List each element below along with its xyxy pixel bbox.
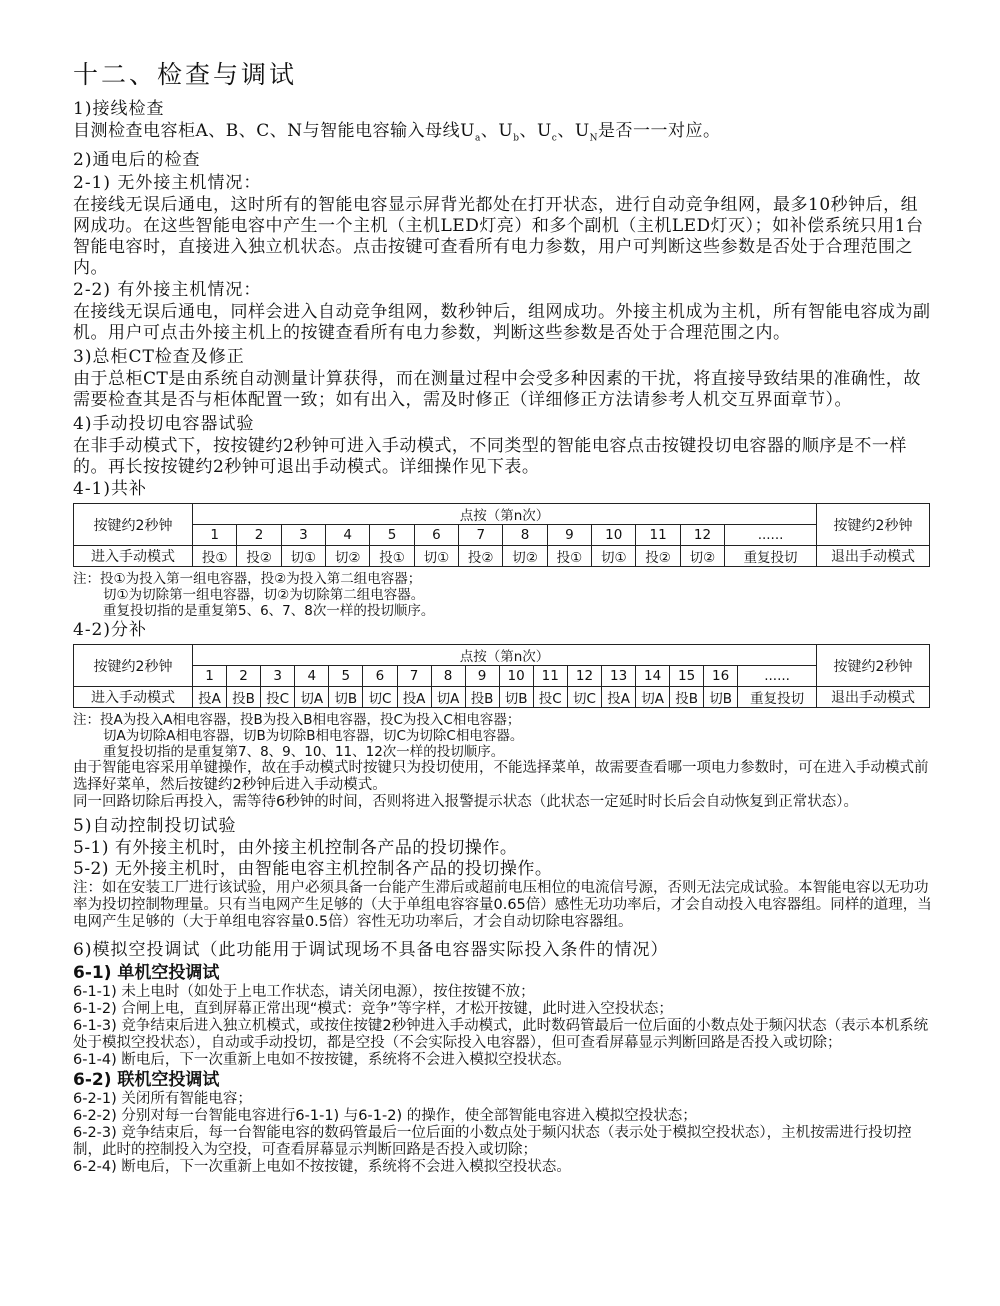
table-num: 2 bbox=[227, 666, 261, 687]
document-page bbox=[73, 58, 933, 1176]
table-num: 9 bbox=[465, 666, 499, 687]
table-op: 投① bbox=[193, 546, 237, 567]
heading-external-host: 2-2) 有外接主机情况： bbox=[73, 280, 262, 301]
para-wiring-check: 目测检查电容柜A、B、C、N与智能电容输入母线$U_a$、$U_b$、$U_c$、$U_N$是否一一对应。 bbox=[73, 121, 721, 144]
para-no-external-host: 在接线无误后通电，这时所有的智能电容显示屏背光都处在打开状态，进行自动竞争组网，最多10秒钟后，组网成功。在这些智能电容中产生一个主机（主机LED灯亮）和多个副机（主机LED灯灭）；如补偿系统只用1台智能电容时，直接进入独立机状态。点击按键可查看所有电力参数，用户可判断这些参数是否处于合理范围之内。 bbox=[73, 195, 924, 279]
table-num: 1 bbox=[193, 525, 237, 546]
table-num: 14 bbox=[636, 666, 670, 687]
step-6-2-1: 6-2-1) 关闭所有智能电容； bbox=[73, 1091, 252, 1108]
step-6-1-3: 6-1-3) 竞争结束后进入独立机模式，或按住按键2秒钟进入手动模式，此时数码管最后一位后面的小数点处于频闪状态（表示本机系统处于模拟空投状态），自动或手动投切，都是空投（不会实际投入电容器），但可查看屏幕显示判断回路是否投入或切除； bbox=[73, 1018, 929, 1052]
heading-wiring-check: 1)接线检查 bbox=[73, 99, 165, 119]
para-reswitch-wait: 同一回路切除后再投入，需等待6秒钟的时间，否则将进入报警提示状态（此状态一定延时时长后会自动恢复到正常状态）。 bbox=[73, 794, 858, 811]
split-compensation-table bbox=[73, 644, 930, 708]
table-op: 投B bbox=[465, 687, 499, 708]
para-ct-check: 由于总柜CT是由系统自动测量计算获得，而在测量过程中会受多种因素的干扰，将直接导致结果的准确性，故需要检查其是否与柜体配置一致；如有出入，需及时修正（详细修正方法请参考人机交互界面章节）。 bbox=[73, 369, 921, 411]
heading-networked-sim: 6-2) 联机空投调试 bbox=[73, 1070, 220, 1091]
table-num: 6 bbox=[414, 525, 458, 546]
table-num: 12 bbox=[567, 666, 601, 687]
heading-no-external-host: 2-1) 无外接主机情况： bbox=[73, 173, 262, 194]
note-auto-switch-test: 注：如在安装工厂进行该试验，用户必须具备一台能产生滞后或超前电压相位的电流信号源，否则无法完成试验。本智能电容以无功功率为投切控制物理量。只有当电网产生足够的（大于单组电容容量0.65倍）感性无功功率后，才会自动投入电容器组。同样的道理，当电网产生足够的（大于单组电容容量0.5倍）容性无功功率后，才会自动切除电容器组。 bbox=[73, 880, 932, 931]
table-op: 切A bbox=[431, 687, 465, 708]
table-op: 投A bbox=[602, 687, 636, 708]
table-op: 切② bbox=[326, 546, 370, 567]
table-num: 5 bbox=[329, 666, 363, 687]
table-op: 切① bbox=[592, 546, 636, 567]
table-op: 投B bbox=[227, 687, 261, 708]
heading-common-compensation: 4-1)共补 bbox=[73, 479, 148, 500]
table-header-right: 按键约2秒钟 bbox=[817, 645, 930, 687]
table-num: 10 bbox=[592, 525, 636, 546]
common-compensation-table bbox=[73, 503, 930, 567]
table-op: 投B bbox=[670, 687, 704, 708]
heading-simulated-switch: 6)模拟空投调试（此功能用于调试现场不具备电容器实际投入条件的情况） bbox=[73, 940, 669, 961]
table-header-right: 按键约2秒钟 bbox=[817, 504, 930, 546]
table-op: 投② bbox=[459, 546, 503, 567]
table-num: ...... bbox=[738, 666, 817, 687]
note-split-compensation: 注：投A为投入A相电容器，投B为投入B相电容器，投C为投入C相电容器； 切A为切除A相电容器，切B为切除B相电容器，切C为切除C相电容器。 重复投切指的是重复第7、8、9、10、11、12次一样的投切顺序。 bbox=[73, 712, 524, 761]
heading-split-compensation: 4-2)分补 bbox=[73, 620, 148, 641]
table-op: 切C bbox=[567, 687, 601, 708]
table-op: 切B bbox=[329, 687, 363, 708]
table-op: 重复投切 bbox=[738, 687, 817, 708]
table-op: 重复投切 bbox=[725, 546, 817, 567]
item-auto-with-host: 5-1) 有外接主机时，由外接主机控制各产品的投切操作。 bbox=[73, 838, 518, 859]
table-num: 16 bbox=[704, 666, 738, 687]
table-op: 投② bbox=[636, 546, 680, 567]
table-op: 切① bbox=[281, 546, 325, 567]
table-op: 切A bbox=[636, 687, 670, 708]
table-num: 4 bbox=[326, 525, 370, 546]
table-op: 投② bbox=[237, 546, 281, 567]
heading-power-on-check: 2)通电后的检查 bbox=[73, 150, 201, 171]
para-manual-switch-test: 在非手动模式下，按按键约2秒钟可进入手动模式，不同类型的智能电容点击按键投切电容器的顺序是不一样的。再长按按键约2秒钟可退出手动模式。详细操作见下表。 bbox=[73, 436, 907, 478]
table-num: 11 bbox=[533, 666, 567, 687]
section-title: 十二、检查与调试 bbox=[73, 60, 298, 89]
step-6-2-4: 6-2-4) 断电后，下一次重新上电如不按按键，系统将不会进入模拟空投状态。 bbox=[73, 1159, 571, 1176]
table-num: 4 bbox=[295, 666, 329, 687]
table-num: 5 bbox=[370, 525, 414, 546]
step-6-1-1: 6-1-1) 未上电时（如处于上电工作状态，请关闭电源），按住按键不放； bbox=[73, 984, 535, 1001]
table-num: 8 bbox=[503, 525, 547, 546]
table-num: 13 bbox=[602, 666, 636, 687]
table-num: 7 bbox=[459, 525, 503, 546]
table-num: 9 bbox=[547, 525, 591, 546]
table-op: 切C bbox=[363, 687, 397, 708]
table-num: 1 bbox=[193, 666, 227, 687]
step-6-1-4: 6-1-4) 断电后，下一次重新上电如不按按键，系统将不会进入模拟空投状态。 bbox=[73, 1052, 571, 1069]
item-auto-without-host: 5-2) 无外接主机时，由智能电容主机控制各产品的投切操作。 bbox=[73, 859, 553, 880]
step-6-2-3: 6-2-3) 竞争结束后，每一台智能电容的数码管最后一位后面的小数点处于频闪状态（表示处于模拟空投状态），主机按需进行投切控制，此时的控制投入为空投，可查看屏幕显示判断回路是否投入或切除； bbox=[73, 1125, 912, 1159]
table-enter-manual: 进入手动模式 bbox=[74, 546, 193, 567]
heading-ct-check: 3)总柜CT检查及修正 bbox=[73, 347, 245, 368]
table-op: 切B bbox=[499, 687, 533, 708]
step-6-2-2: 6-2-2) 分别对每一台智能电容进行6-1-1) 与6-1-2) 的操作，使全部智能电容进入模拟空投状态； bbox=[73, 1108, 697, 1125]
table-enter-manual: 进入手动模式 bbox=[74, 687, 193, 708]
table-num: 8 bbox=[431, 666, 465, 687]
table-num: 12 bbox=[680, 525, 724, 546]
note-common-compensation: 注：投①为投入第一组电容器，投②为投入第二组电容器； 切①为切除第一组电容器，切②为切除第二组电容器。 重复投切指的是重复第5、6、7、8次一样的投切顺序。 bbox=[73, 571, 435, 620]
table-header-left: 按键约2秒钟 bbox=[74, 504, 193, 546]
table-header-middle: 点按（第n次） bbox=[193, 645, 817, 666]
table-op: 投① bbox=[547, 546, 591, 567]
heading-auto-switch-test: 5)自动控制投切试验 bbox=[73, 816, 237, 837]
table-header-left: 按键约2秒钟 bbox=[74, 645, 193, 687]
table-op: 投A bbox=[193, 687, 227, 708]
table-exit-manual: 退出手动模式 bbox=[817, 687, 930, 708]
step-6-1-2: 6-1-2) 合闸上电，直到屏幕正常出现“模式：竞争”等字样，才松开按键，此时进入空投状态； bbox=[73, 1001, 673, 1018]
table-num: 7 bbox=[397, 666, 431, 687]
table-op: 切② bbox=[680, 546, 724, 567]
table-op: 切① bbox=[414, 546, 458, 567]
table-num: 6 bbox=[363, 666, 397, 687]
table-op: 投C bbox=[533, 687, 567, 708]
table-op: 切A bbox=[295, 687, 329, 708]
table-num: 2 bbox=[237, 525, 281, 546]
table-num: 10 bbox=[499, 666, 533, 687]
heading-manual-switch-test: 4)手动投切电容器试验 bbox=[73, 414, 255, 435]
table-num: 15 bbox=[670, 666, 704, 687]
table-num: 3 bbox=[281, 525, 325, 546]
table-num: 11 bbox=[636, 525, 680, 546]
table-exit-manual: 退出手动模式 bbox=[817, 546, 930, 567]
table-op: 切② bbox=[503, 546, 547, 567]
table-op: 切B bbox=[704, 687, 738, 708]
table-num: ...... bbox=[725, 525, 817, 546]
table-op: 投C bbox=[261, 687, 295, 708]
table-op: 投① bbox=[370, 546, 414, 567]
heading-single-sim: 6-1) 单机空投调试 bbox=[73, 963, 220, 984]
para-external-host: 在接线无误后通电，同样会进入自动竞争组网，数秒钟后，组网成功。外接主机成为主机，所有智能电容成为副机。用户可点击外接主机上的按键查看所有电力参数，判断这些参数是否处于合理范围之内。 bbox=[73, 302, 931, 344]
table-header-middle: 点按（第n次） bbox=[193, 504, 817, 525]
para-single-key-operation: 由于智能电容采用单键操作，故在手动模式时按键只为投切使用，不能选择菜单，故需要查看哪一项电力参数时，可在进入手动模式前选择好菜单，然后按键约2秒钟后进入手动模式。 bbox=[73, 760, 929, 794]
table-num: 3 bbox=[261, 666, 295, 687]
table-op: 投A bbox=[397, 687, 431, 708]
